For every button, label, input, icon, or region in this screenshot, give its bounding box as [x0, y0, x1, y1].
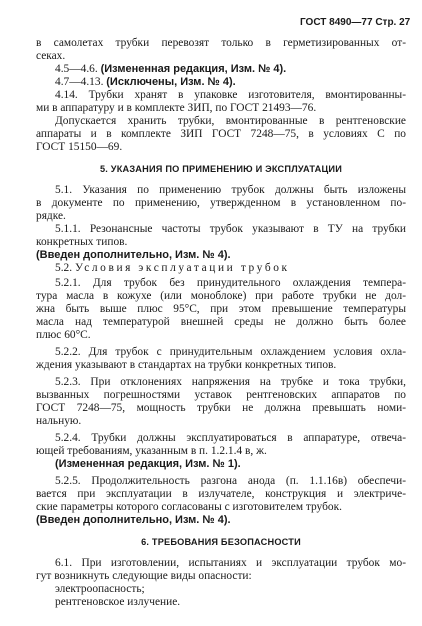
- subsection-title: Условия эксплуатации трубок: [74, 262, 290, 274]
- amendment-note: (Измененная редакция, Изм. № 4).: [100, 63, 287, 75]
- text-line: вызванных погрешностями уставок рентгеновских аппаратов по: [36, 389, 406, 401]
- text-line: плюс 60°С.: [36, 329, 91, 341]
- text-line: [55, 76, 405, 89]
- text-line: ющей требованиям, указанным в п. 1.2.1.4 в, ж.: [36, 445, 267, 457]
- text-line: ГОСТ 7248—75, мощность трубки не должна превышать номи-: [36, 402, 406, 414]
- text-line: [55, 262, 405, 275]
- section-6-title: 6. ТРЕБОВАНИЯ БЕЗОПАСНОСТИ: [141, 537, 301, 547]
- section-5-title: 5. УКАЗАНИЯ ПО ПРИМЕНЕНИЮ И ЭКСПЛУАТАЦИИ: [99, 164, 343, 174]
- text-line: ждения указывают в стандартах на трубки конкретных типов.: [36, 359, 337, 371]
- amendment-note: (Введен дополнительно, Изм. № 4).: [36, 249, 231, 261]
- text-line: конкретных типов.: [36, 236, 128, 248]
- text-line: рядке.: [36, 210, 66, 222]
- amendment-note: (Измененная редакция, Изм. № 1).: [55, 458, 241, 470]
- text-line: аппараты и в комплекте ЗИП ГОСТ 7248—75, в условиях С по: [36, 128, 406, 140]
- text-line: жна быть выше плюс 95°С, при этом превышение температуры: [36, 303, 406, 315]
- text-line: ми в аппаратуру и в комплекте ЗИП, по ГОСТ 21493—76.: [36, 102, 317, 114]
- text-line: нальную.: [36, 415, 82, 427]
- text-line: 5.1.1. Резонансные частоты трубок указывают в ТУ на трубки: [55, 223, 406, 235]
- text-line: 5.1. Указания по применению трубок должны быть изложены: [55, 184, 406, 196]
- text-line: вается при эксплуатации в излучателе, конструкция и электриче-: [36, 488, 406, 500]
- text-line: тура масла в кожухе (или моноблоке) при работе трубки не дол-: [36, 290, 406, 302]
- page-header: ГОСТ 8490—77 Стр. 27: [300, 17, 411, 28]
- text-line: 5.2.1. Для трубок без принудительного охлаждения темпера-: [55, 277, 406, 289]
- text-line: ГОСТ 15150—69.: [36, 141, 123, 153]
- text-line: [55, 63, 405, 76]
- text-line: 5.2.4. Трубки должны эксплуатироваться в аппаратуре, отвеча-: [55, 432, 406, 444]
- clause-number: 4.7—4.13.: [55, 76, 107, 88]
- text-line: секах.: [36, 50, 66, 62]
- clause-number: 4.5—4.6.: [55, 63, 101, 75]
- text-line: электроопасность;: [55, 583, 145, 595]
- text-line: 4.14. Трубки хранят в упаковке изготовителя, вмонтированны-: [55, 89, 406, 101]
- text-line: рентгеновское излучение.: [55, 596, 181, 608]
- text-line: масла над температурой внешней среды не должно быть более: [36, 316, 406, 328]
- text-line: в документе по применению, утвержденном в установленном по-: [36, 197, 406, 209]
- text-line: 5.2.3. При отклонениях напряжения на трубке и тока трубки,: [55, 376, 406, 388]
- text-line: в самолетах трубки перевозят только в герметизированных от-: [36, 37, 406, 49]
- text-line: Допускается хранить трубки, вмонтированные в рентгеновские: [55, 115, 406, 127]
- text-line: 6.1. При изготовлении, испытаниях и эксплуатации трубок мо-: [55, 557, 406, 569]
- clause-number: 5.2.: [55, 262, 75, 274]
- text-line: 5.2.2. Для трубок с принудительным охлаждением условия охла-: [55, 346, 406, 358]
- text-line: гут возникнуть следующие виды опасности:: [36, 570, 252, 582]
- amendment-note: (Исключены, Изм. № 4).: [106, 76, 236, 88]
- amendment-note: (Введен дополнительно, Изм. № 4).: [36, 514, 231, 526]
- text-line: ские параметры которого согласованы с изготовителем трубок.: [36, 501, 342, 513]
- text-line: 5.2.5. Продолжительность разгона анода (п. 1.1.16в) обеспечи-: [55, 475, 406, 487]
